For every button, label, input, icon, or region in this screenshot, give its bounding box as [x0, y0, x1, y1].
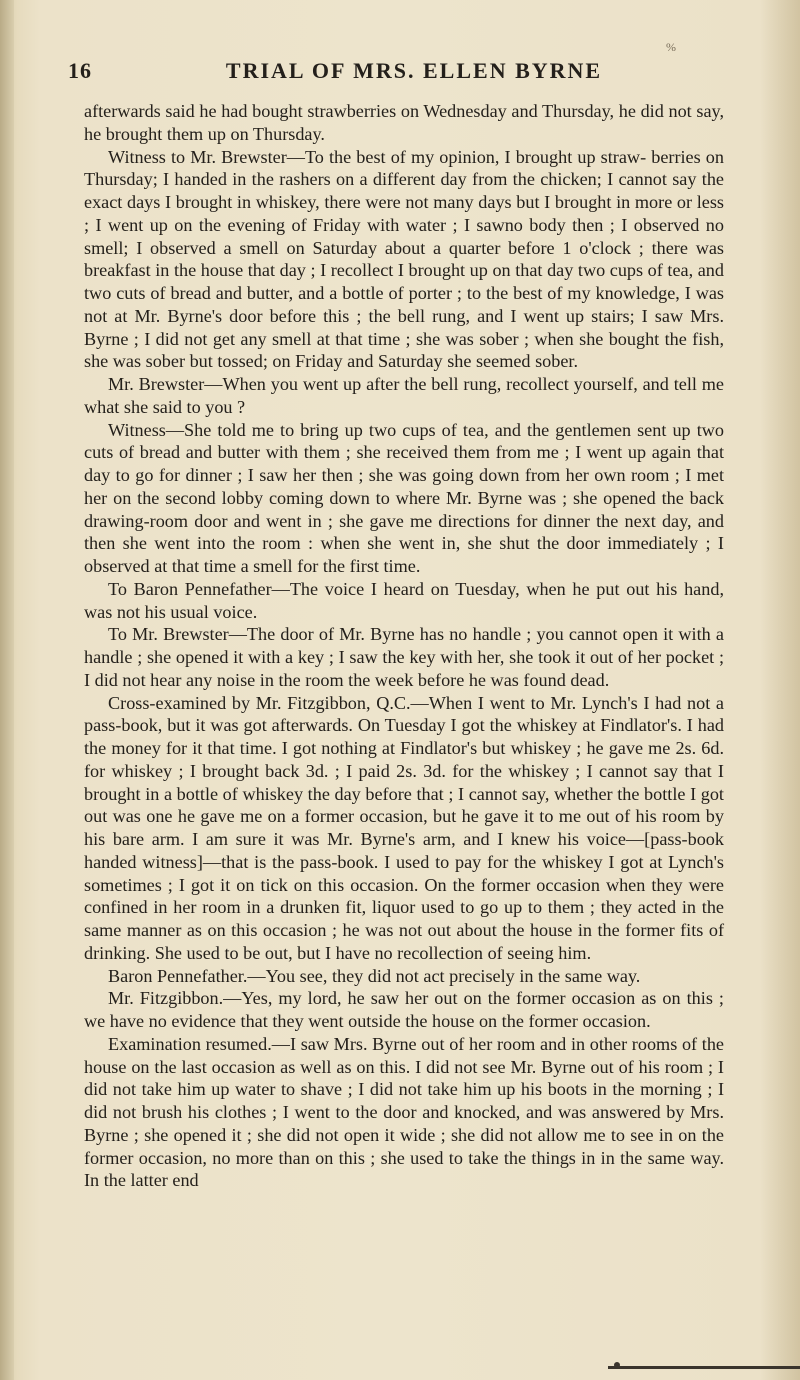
page-header [68, 58, 730, 88]
paragraph-witness-to-brewster: Witness to Mr. Brewster—To the best of my opinion, I brought up straw- berries on Thursday; I handed in the rashers on a different day from the chicken; I cannot say the exact days I brought in whiskey, there were not many days but I brought in more or less ; I went up on the evening of Friday with water ; I sawno body then ; I observed no smell; I observed a smell on Saturday about a quarter before 1 o'clock ; there was breakfast in the house that day ; I recollect I brought up on that day two cups of tea, and two cuts of bread and butter, and a bottle of porter ; to the best of my knowledge, I was not at Mr. Byrne's door before this ; the bell rung, and I went up stairs; I saw Mrs. Byrne ; I did not get any smell at that time ; she was sober ; when she bought the fish, she was sober but tossed; on Friday and Saturday she seemed sober. [84, 146, 724, 372]
page-number: 16 [68, 58, 92, 83]
running-title: TRIAL OF MRS. ELLEN BYRNE [225, 58, 603, 83]
paragraph-witness-answer: Witness—She told me to bring up two cups of tea, and the gentlemen sent up two cuts of bread and butter with them ; she received them from me ; I went up again that day to go for dinner ; I saw her then ; she was going down from her own room ; I met her on the second lobby coming down to where Mr. Byrne was ; she opened the back drawing-room door and went in ; she gave me directions for dinner the next day, and then she went into the room : when she went in, she shut the door immediately ; I observed at that time a smell for the first time. [84, 419, 724, 576]
paragraph-cross-examination: Cross-examined by Mr. Fitzgibbon, Q.C.—When I went to Mr. Lynch's I had not a pass-book, but it was got afterwards. On Tuesday I got the whiskey at Findlator's. I had the money for it that time. I got nothing at Findlator's but whiskey ; he gave me 2s. 6d. for whiskey ; I brought back 3d. ; I paid 2s. 3d. for the whiskey ; I cannot say that I brought in a bottle of whiskey the day before that ; I cannot say, whether the bottle I got out was one he gave me on a former occasion, but he gave it to me out of his room by his bare arm. I am sure it was Mr. Byrne's arm, and I knew his voice—[pass-book handed witness]—that is the pass-book. I used to pay for the whiskey I got at Lynch's sometimes ; I got it on tick on this occasion. On the former occasion when they were confined in her room in a drunken fit, liquor used to go up to them ; they acted in the same manner as on this occasion ; he was not out about the house in the former fits of drinking. She used to be out, but I have no recollection of seeing him. [84, 692, 724, 963]
bottom-edge-rule [608, 1366, 800, 1369]
page-gutter-shadow [0, 0, 14, 1380]
page-edge-discoloration [760, 0, 800, 1380]
printer-mark: % [666, 40, 676, 54]
body-text [84, 100, 724, 1192]
paragraph-baron-pennefather-remark: Baron Pennefather.—You see, they did not act precisely in the same way. [108, 965, 641, 986]
paragraph-to-brewster-door: To Mr. Brewster—The door of Mr. Byrne has no handle ; you cannot open it with a handle ; she opened it with a key ; I saw the key with her, she took it out of her pocket ; I did not hear any noise in the room the week before he was found dead. [84, 624, 724, 690]
paragraph-continuation: afterwards said he had bought strawberries on Wednesday and Thursday, he did not say, he brought them up on Thursday. [84, 101, 724, 144]
paragraph-examination-resumed: Examination resumed.—I saw Mrs. Byrne out of her room and in other rooms of the house on the last occasion as well as on this. I did not see Mr. Byrne out of his room ; I did not take him up water to shave ; I did not take him up his boots in the morning ; I did not brush his clothes ; I went to the door and knocked, and was answered by Mrs. Byrne ; she opened it ; she did not open it wide ; she did not allow me to see in on the former occasion, no more than on this ; she used to take the things in in the same way. In the latter end [84, 1033, 724, 1191]
paragraph-to-baron-pennefather: To Baron Pennefather—The voice I heard on Tuesday, when he put out his hand, was not his usual voice. [84, 578, 724, 622]
paragraph-fitzgibbon-reply: Mr. Fitzgibbon.—Yes, my lord, he saw her out on the former occasion as on this ; we have no evidence that they went outside the house on the former occasion. [84, 988, 724, 1031]
paragraph-brewster-question: Mr. Brewster—When you went up after the bell rung, recollect yourself, and tell me what she said to you ? [84, 374, 724, 417]
